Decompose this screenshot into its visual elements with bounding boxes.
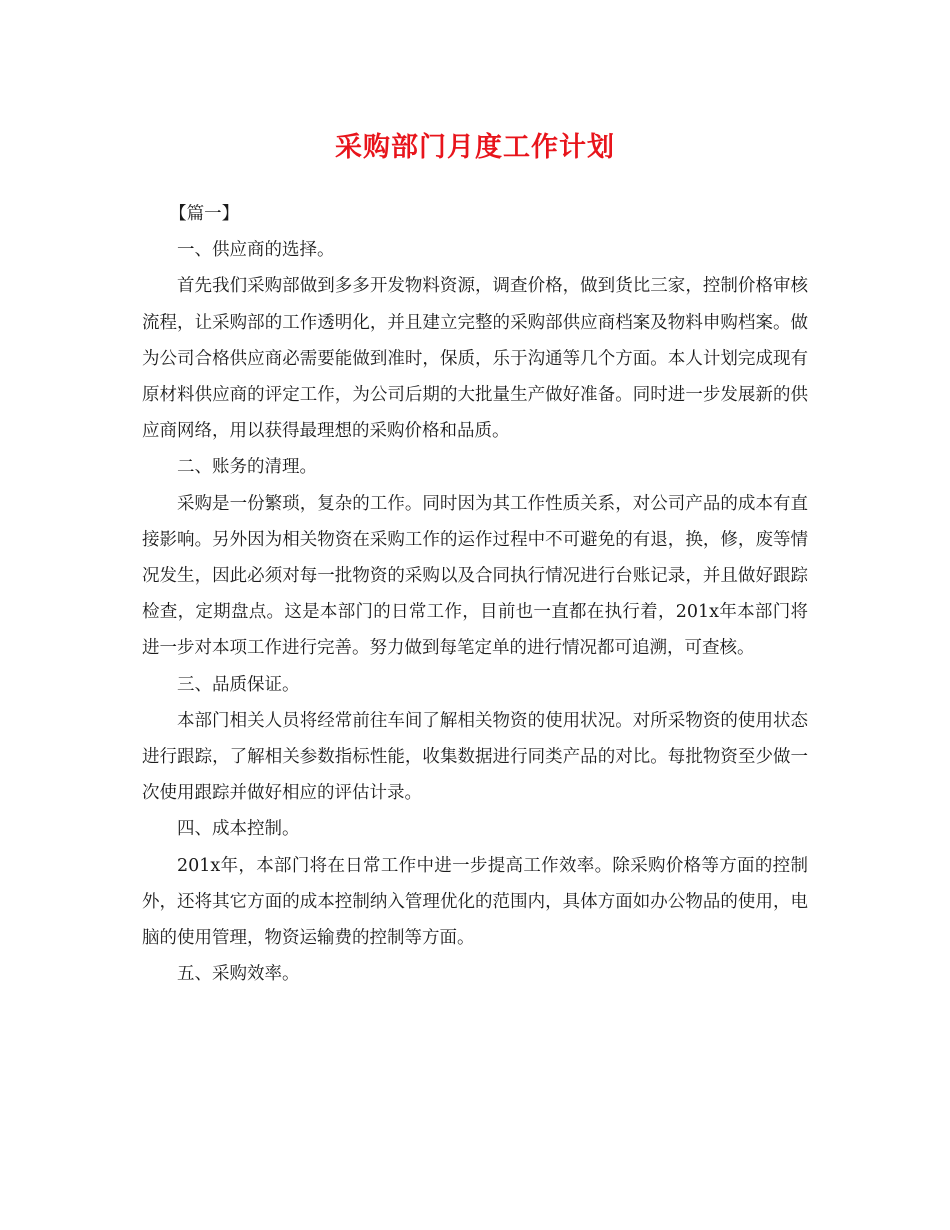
- paragraph-cost-control: 201x年，本部门将在日常工作中进一步提高工作效率。除采购价格等方面的控制外，还将其它方面的成本控制纳入管理优化的范围内，具体方面如办公物品的使用，电脑的使用管理，物资运输费的控制等方面。: [142, 855, 808, 949]
- heading-cost-control: 四、成本控制。: [177, 819, 300, 840]
- heading-procurement-efficiency: 五、采购效率。: [177, 964, 300, 985]
- heading-supplier-selection: 一、供应商的选择。: [177, 240, 335, 261]
- document-title: 采购部门月度工作计划: [335, 132, 615, 163]
- section-tag: 【篇一】: [169, 204, 240, 224]
- paragraph-supplier-selection: 首先我们采购部做到多多开发物料资源，调查价格，做到货比三家，控制价格审核流程，让采购部的工作透明化，并且建立完整的采购部供应商档案及物料申购档案。做为公司合格供应商必需要能做到准时，保质，乐于沟通等几个方面。本人计划完成现有原材料供应商的评定工作，为公司后期的大批量生产做好准备。同时进一步发展新的供应商网络，用以获得最理想的采购价格和品质。: [142, 276, 808, 442]
- paragraph-account-clearing: 采购是一份繁琐，复杂的工作。同时因为其工作性质关系，对公司产品的成本有直接影响。另外因为相关物资在采购工作的运作过程中不可避免的有退，换，修，废等情况发生，因此必须对每一批物资的采购以及合同执行情况进行台账记录，并且做好跟踪检查，定期盘点。这是本部门的日常工作，目前也一直都在执行着，201x年本部门将进一步对本项工作进行完善。努力做到每笔定单的进行情况都可追溯，可查核。: [142, 493, 808, 659]
- paragraph-quality-assurance: 本部门相关人员将经常前往车间了解相关物资的使用状况。对所采物资的使用状态进行跟踪，了解相关参数指标性能，收集数据进行同类产品的对比。每批物资至少做一次使用跟踪并做好相应的评估计录。: [142, 710, 808, 804]
- heading-quality-assurance: 三、品质保证。: [177, 674, 300, 695]
- document-body: [142, 196, 808, 992]
- heading-account-clearing: 二、账务的清理。: [177, 457, 317, 478]
